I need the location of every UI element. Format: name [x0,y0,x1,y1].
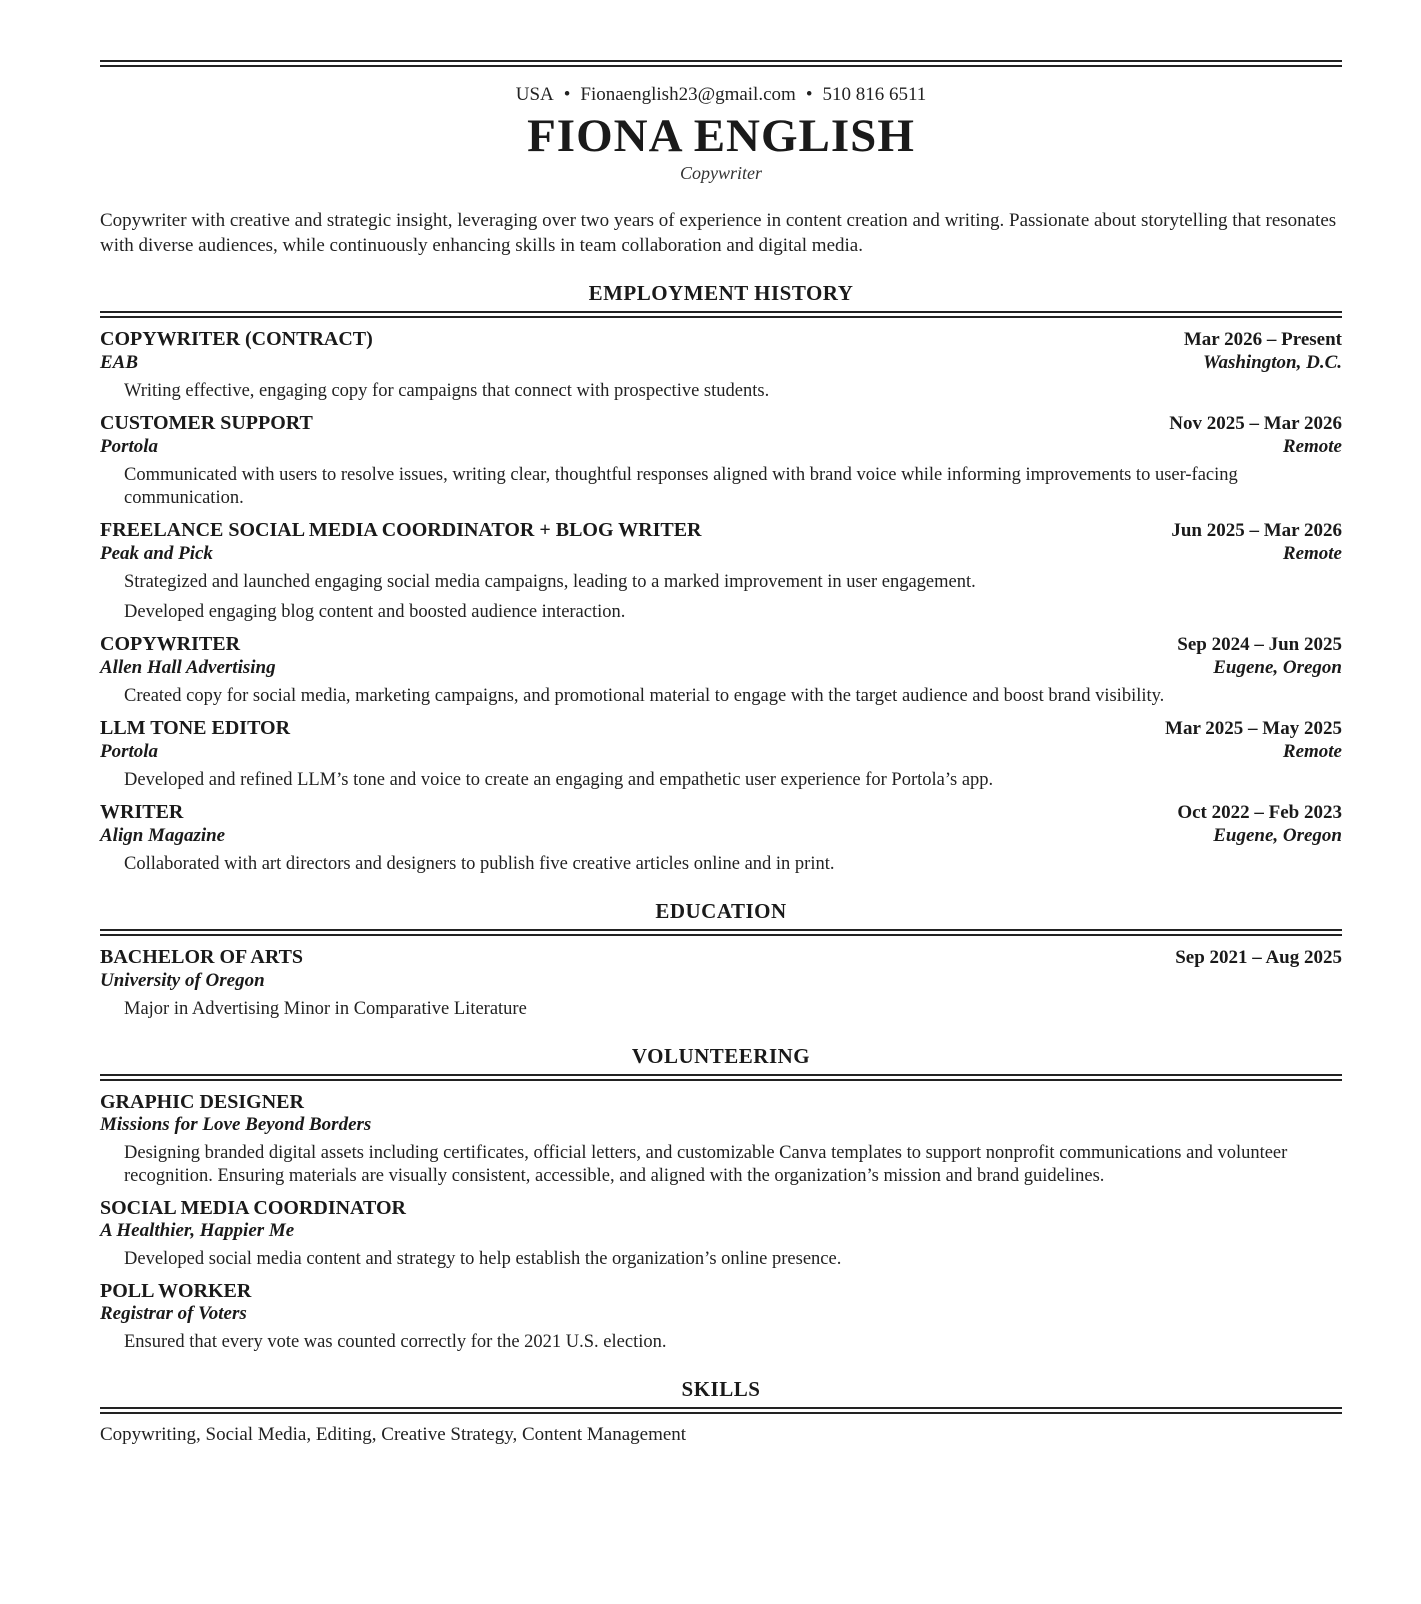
entry-org-row [100,825,1342,847]
entry-title: WRITER [100,801,184,823]
entry-location: Washington, D.C. [1202,352,1342,373]
entry-dates: Jun 2025 – Mar 2026 [1171,520,1342,541]
skills-section [100,1376,1342,1447]
entry-org-row [100,1220,1342,1242]
entry-org-row [100,741,1342,763]
entry-location: Remote [1282,436,1342,457]
entry-description: Created copy for social media, marketing campaigns, and promotional material to engage with the target audience and boost brand visibility. [124,686,1165,706]
resume-entry [100,800,1342,876]
entry-dates: Sep 2021 – Aug 2025 [1175,947,1342,968]
contact-separator: • [563,84,571,105]
entry-organization: EAB [100,352,139,373]
section-double-rule [100,311,1342,318]
resume-entry [100,632,1342,708]
resume-entry [100,518,1342,624]
entry-org-row [100,352,1342,374]
entry-description: Developed and refined LLM’s tone and voice to create an engaging and empathetic user experience for Portola’s app. [124,770,994,790]
entry-description: Communicated with users to resolve issues, writing clear, thoughtful responses aligned with brand voice while informing improvements to user-facing communication. [124,465,1238,508]
entry-description: Strategized and launched engaging social media campaigns, leading to a marked improvement in user engagement. [124,572,976,592]
entry-heading-row [100,518,1342,543]
entry-description: Ensured that every vote was counted correctly for the 2021 U.S. election. [124,1332,667,1352]
entry-dates: Nov 2025 – Mar 2026 [1169,413,1342,434]
education-section [100,898,1342,1021]
resume-entry [100,1196,1342,1271]
entry-title: SOCIAL MEDIA COORDINATOR [100,1197,406,1219]
entry-dates: Sep 2024 – Jun 2025 [1177,634,1342,655]
employment-entries [100,327,1342,876]
section-title-education: EDUCATION [655,899,787,923]
contact-line [100,84,1342,106]
entry-org-row [100,1114,1342,1136]
entry-heading-row [100,716,1342,741]
entry-organization: Peak and Pick [100,543,213,564]
entry-organization: University of Oregon [100,970,265,991]
employment-section [100,280,1342,876]
contact-location: USA [515,84,554,105]
entry-heading-row [100,1279,1342,1303]
entry-organization: Portola [100,436,159,457]
entry-description: Collaborated with art directors and designers to publish five creative articles online and in print. [124,854,835,874]
resume-entry [100,411,1342,510]
entry-heading-row [100,1196,1342,1220]
entry-dates: Oct 2022 – Feb 2023 [1177,802,1342,823]
entry-location: Eugene, Oregon [1213,825,1342,846]
entry-organization: A Healthier, Happier Me [100,1220,295,1241]
entry-title: LLM TONE EDITOR [100,717,291,739]
entry-dates: Mar 2026 – Present [1183,329,1342,350]
skills-list: Copywriting, Social Media, Editing, Creative Strategy, Content Management [100,1424,687,1445]
summary-paragraph: Copywriter with creative and strategic insight, leveraging over two years of experience in content creation and writing. Passionate about storytelling that resonates with diverse audiences, while continuously enhancing skills in team collaboration and digital media. [100,210,1337,256]
entry-title: COPYWRITER [100,633,241,655]
entry-description: Developed engaging blog content and boosted audience interaction. [124,602,626,622]
section-double-rule [100,1074,1342,1081]
entry-heading-row [100,327,1342,352]
entry-org-row [100,543,1342,565]
entry-org-row [100,970,1342,992]
entry-heading-row [100,411,1342,436]
resume-page [100,60,1342,1447]
entry-heading-row [100,945,1342,970]
entry-organization: Portola [100,741,159,762]
candidate-name: FIONA ENGLISH [527,110,915,162]
section-double-rule [100,929,1342,936]
entry-location: Remote [1282,543,1342,564]
volunteering-entries [100,1090,1342,1354]
entry-org-row [100,1303,1342,1325]
entry-organization: Registrar of Voters [100,1303,247,1324]
resume-entry [100,1279,1342,1354]
entry-organization: Allen Hall Advertising [100,657,276,678]
entry-org-row [100,657,1342,679]
candidate-role: Copywriter [679,163,762,183]
entry-dates: Mar 2025 – May 2025 [1165,718,1342,739]
top-double-rule [100,60,1342,67]
entry-heading-row [100,632,1342,657]
entry-organization: Align Magazine [100,825,226,846]
entry-title: BACHELOR OF ARTS [100,946,304,968]
section-title-volunteering: VOLUNTEERING [631,1044,811,1068]
contact-separator: • [805,84,813,105]
education-entries [100,945,1342,1021]
entry-title: COPYWRITER (CONTRACT) [100,328,373,350]
resume-entry [100,327,1342,403]
entry-title: CUSTOMER SUPPORT [100,412,313,434]
entry-heading-row [100,1090,1342,1114]
entry-title: FREELANCE SOCIAL MEDIA COORDINATOR + BLOG WRITER [100,519,702,541]
section-double-rule [100,1407,1342,1414]
entry-description: Designing branded digital assets including certificates, official letters, and customizable Canva templates to support nonprofit communications and volunteer recognition. Ensuring materials are visually consistent, accessible, and aligned with the organization’s mission and brand guidelines. [124,1143,1288,1186]
entry-location: Eugene, Oregon [1213,657,1342,678]
resume-entry [100,1090,1342,1188]
contact-email[interactable]: Fionaenglish23@gmail.com [580,84,796,105]
section-title-skills: SKILLS [681,1377,761,1401]
volunteering-section [100,1043,1342,1354]
resume-entry [100,716,1342,792]
entry-heading-row [100,800,1342,825]
entry-org-row [100,436,1342,458]
entry-description: Developed social media content and strategy to help establish the organization’s online presence. [124,1249,842,1269]
entry-title: GRAPHIC DESIGNER [100,1091,304,1113]
entry-title: POLL WORKER [100,1280,252,1302]
entry-description: Major in Advertising Minor in Comparative Literature [124,999,527,1019]
resume-entry [100,945,1342,1021]
section-title-employment: EMPLOYMENT HISTORY [588,281,854,305]
entry-organization: Missions for Love Beyond Borders [100,1114,372,1135]
contact-phone[interactable]: 510 816 6511 [822,84,927,105]
entry-location: Remote [1282,741,1342,762]
entry-description: Writing effective, engaging copy for campaigns that connect with prospective students. [124,381,770,401]
